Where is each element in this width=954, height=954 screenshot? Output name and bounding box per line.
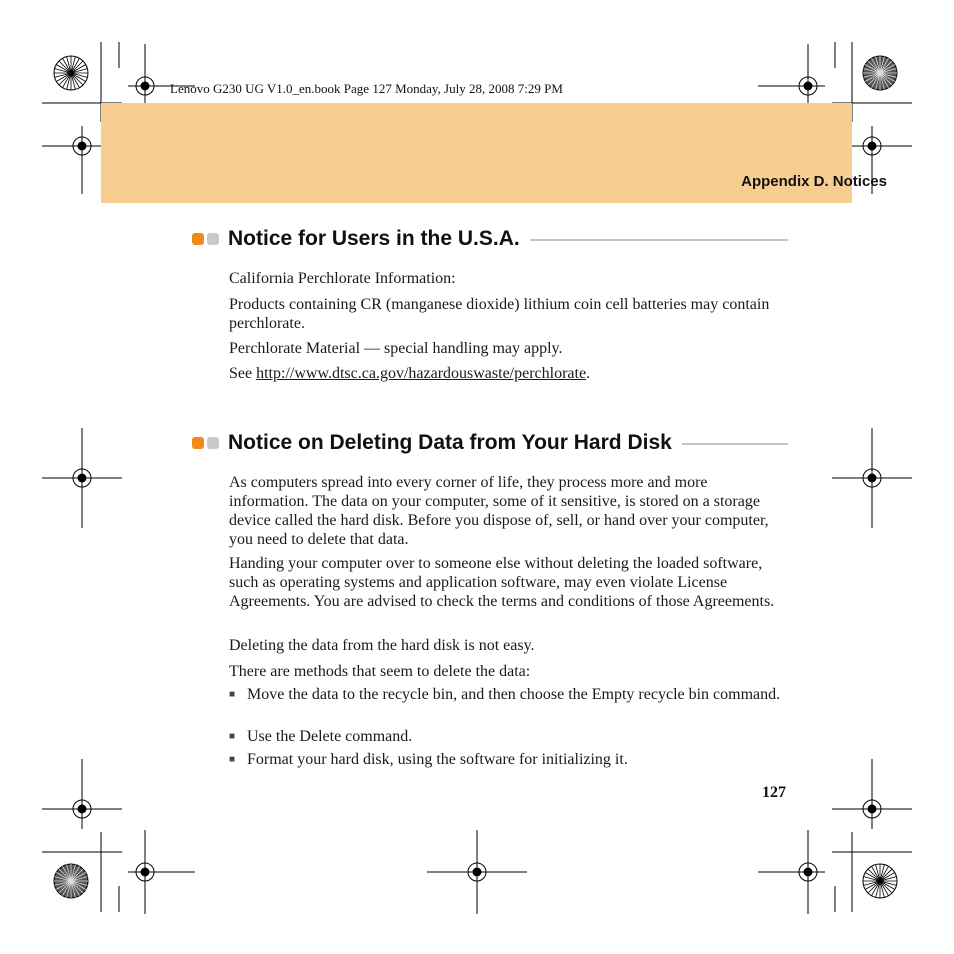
- perchlorate-link[interactable]: http://www.dtsc.ca.gov/hazardouswaste/perchlorate: [256, 365, 587, 382]
- see-link-paragraph: See http://www.dtsc.ca.gov/hazardouswaste/perchlorate.: [229, 365, 591, 382]
- section-title: Notice on Deleting Data from Your Hard Disk: [228, 431, 672, 454]
- heading-rule: [682, 443, 788, 445]
- starburst-icon: [863, 864, 897, 898]
- list-item: ■ Move the data to the recycle bin, and then choose the Empty recycle bin command.: [229, 686, 781, 703]
- square-bullet-icon: ■: [229, 754, 236, 765]
- print-slug: Lenovo G230 UG V1.0_en.book Page 127 Monday, July 28, 2008 7:29 PM: [170, 81, 563, 96]
- paragraph: Deleting the data from the hard disk is not easy.: [229, 637, 535, 654]
- chapter-header-band: [101, 103, 852, 203]
- heading-bullets-icon: [192, 437, 219, 449]
- paragraph: There are methods that seem to delete the data:: [229, 663, 531, 680]
- starburst-icon: [863, 56, 897, 90]
- list-item: ■ Use the Delete command.: [229, 728, 413, 745]
- paragraph: Products containing CR (manganese dioxide) lithium coin cell batteries may contain perchlorate.: [229, 296, 770, 332]
- paragraph: As computers spread into every corner of life, they process more and more information. The data on your computer, some of it sensitive, is stored on a storage device called the hard disk. Before you dispose of, sell, or hand over your computer, you need to delete that data.: [229, 474, 769, 548]
- square-bullet-icon: ■: [229, 731, 236, 742]
- paragraph: California Perchlorate Information:: [229, 270, 456, 287]
- starburst-icon: [54, 56, 88, 90]
- square-bullet-icon: ■: [229, 689, 236, 700]
- paragraph: Handing your computer over to someone else without deleting the loaded software, such as operating systems and application software, may even violate License Agreements. You are advised to check the terms and conditions of those Agreements.: [229, 555, 775, 610]
- paragraph: Perchlorate Material — special handling may apply.: [229, 340, 563, 357]
- section-heading-usa: [192, 224, 788, 254]
- section-title: Notice for Users in the U.S.A.: [228, 227, 520, 250]
- heading-rule: [530, 239, 788, 241]
- heading-bullets-icon: [192, 233, 219, 245]
- list-item: ■ Format your hard disk, using the software for initializing it.: [229, 751, 628, 768]
- section-heading-hard-disk: [192, 428, 788, 458]
- chapter-title: Appendix D. Notices: [741, 173, 887, 190]
- page-number: 127: [762, 784, 786, 801]
- starburst-icon: [54, 864, 88, 898]
